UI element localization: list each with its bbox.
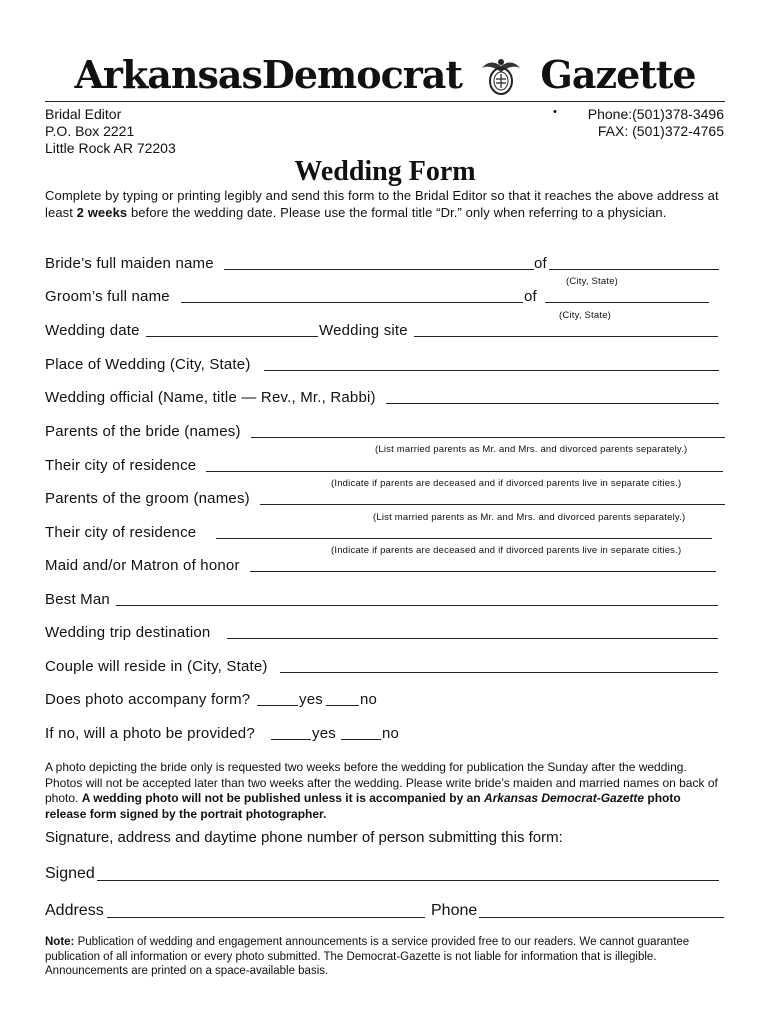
signature-field[interactable] <box>97 880 719 881</box>
maid-label: Maid and/or Matron of honor <box>45 557 240 574</box>
wedding-site-field[interactable] <box>414 336 718 337</box>
photo-yes-label: yes <box>299 691 323 708</box>
photo-question-label: Does photo accompany form? <box>45 691 251 708</box>
groom-of-label: of <box>524 288 537 305</box>
place-label: Place of Wedding (City, State) <box>45 356 251 373</box>
place-field[interactable] <box>264 370 719 371</box>
bride-parents-hint: (List married parents as Mr. and Mrs. and divorced parents separately.) <box>375 444 688 455</box>
bride-of-label: of <box>534 255 547 272</box>
bride-city-field[interactable] <box>549 269 719 270</box>
groom-parents-label: Parents of the groom (names) <box>45 490 250 507</box>
reside-field[interactable] <box>280 672 718 673</box>
form-title: Wedding Form <box>294 156 476 187</box>
best-man-label: Best Man <box>45 591 110 608</box>
wedding-site-label: Wedding site <box>319 322 408 339</box>
wedding-date-field[interactable] <box>146 336 318 337</box>
bride-parents-city-hint: (Indicate if parents are deceased and if divorced parents live in separate cities.) <box>331 478 682 489</box>
provided-yes-field[interactable] <box>271 739 311 740</box>
groom-label: Groom’s full name <box>45 288 170 305</box>
groom-city-field[interactable] <box>545 302 709 303</box>
editor-name: Bridal Editor <box>45 106 122 122</box>
masthead-right: Gazette <box>540 52 696 97</box>
masthead-rule <box>45 101 725 102</box>
groom-parents-field[interactable] <box>260 504 725 505</box>
best-man-field[interactable] <box>116 605 718 606</box>
photo-no-field[interactable] <box>326 705 359 706</box>
bride-city-hint: (City, State) <box>566 276 619 287</box>
masthead <box>0 48 770 98</box>
bride-name-field[interactable] <box>224 269 534 270</box>
bride-parents-label: Parents of the bride (names) <box>45 423 241 440</box>
provided-yes-label: yes <box>312 725 336 742</box>
groom-parents-city-label: Their city of residence <box>45 524 197 541</box>
groom-parents-city-field[interactable] <box>216 538 712 539</box>
masthead-left: ArkansasDemocrat <box>74 52 462 97</box>
bride-parents-city-label: Their city of residence <box>45 457 197 474</box>
provided-no-field[interactable] <box>341 739 381 740</box>
groom-parents-city-hint: (Indicate if parents are deceased and if divorced parents live in separate cities.) <box>331 545 682 556</box>
trip-label: Wedding trip destination <box>45 624 211 641</box>
photo-provided-label: If no, will a photo be provided? <box>45 725 255 742</box>
wedding-date-label: Wedding date <box>45 322 140 339</box>
disclaimer-note: Note: Publication of wedding and engagement announcements is a service provided free to our readers. We cannot guarantee publication of all information or every photo submitted. The Democrat-Gazette is not liable for information that is illegible. Announcements are printed on a space-available basis. <box>45 936 690 977</box>
signature-prompt: Signature, address and daytime phone number of person submitting this form: <box>45 829 563 846</box>
bride-parents-field[interactable] <box>251 437 725 438</box>
phone-number: Phone:(501)378-3496 <box>587 106 724 122</box>
bullet: • <box>553 106 557 118</box>
provided-no-label: no <box>382 725 400 742</box>
groom-city-hint: (City, State) <box>559 310 612 321</box>
fax-number: FAX: (501)372-4765 <box>597 123 724 139</box>
editor-city: Little Rock AR 72203 <box>45 140 176 156</box>
intro-text: Complete by typing or printing legibly and send this form to the Bridal Editor so that it reaches the above address at least 2 weeks before the wedding date. Please use the formal title “Dr.” only when referring to a physician. <box>45 188 719 220</box>
editor-box: P.O. Box 2221 <box>45 123 135 139</box>
newspaper-seal-icon <box>478 52 524 98</box>
photo-yes-field[interactable] <box>257 705 298 706</box>
phone-field[interactable] <box>479 917 724 918</box>
address-label: Address <box>45 902 104 919</box>
address-field[interactable] <box>107 917 425 918</box>
signed-label: Signed <box>45 865 95 882</box>
phone-label: Phone <box>431 902 478 919</box>
photo-no-label: no <box>360 691 378 708</box>
groom-parents-hint: (List married parents as Mr. and Mrs. and divorced parents separately.) <box>373 512 686 523</box>
reside-label: Couple will reside in (City, State) <box>45 658 268 675</box>
bride-label: Bride’s full maiden name <box>45 255 214 272</box>
official-label: Wedding official (Name, title — Rev., Mr., Rabbi) <box>45 389 376 406</box>
official-field[interactable] <box>386 403 719 404</box>
trip-field[interactable] <box>227 638 718 639</box>
photo-instructions: A photo depicting the bride only is requested two weeks before the wedding for publication the Sunday after the wedding. Photos will not be accepted later than two weeks after the wedding. Please write bride’s maiden and married names on back of photo. A wedding photo will not be published unless it is accompanied by an Arkansas Democrat-Gazette photo release form signed by the portrait photographer. <box>45 760 718 821</box>
groom-name-field[interactable] <box>181 302 523 303</box>
bride-parents-city-field[interactable] <box>206 471 723 472</box>
maid-field[interactable] <box>250 571 716 572</box>
